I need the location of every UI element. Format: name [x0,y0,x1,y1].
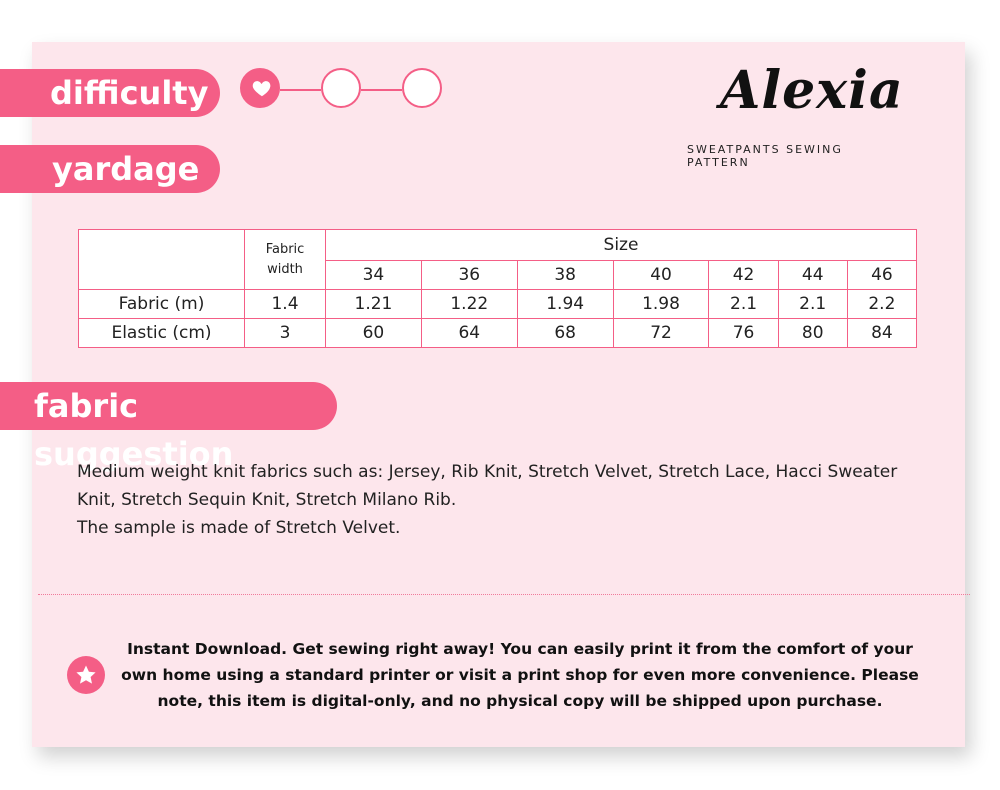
value-cell: 76 [709,319,778,348]
size-cell: 46 [847,261,916,290]
logo-subtitle: SWEATPANTS SEWING PATTERN [687,143,843,169]
table-row [79,319,917,348]
value-cell: 64 [421,319,517,348]
dotted-divider [38,594,970,595]
row-label: Elastic (cm) [79,319,245,348]
size-cell: 34 [326,261,422,290]
value-cell: 68 [517,319,613,348]
size-cell: 42 [709,261,778,290]
table-corner-cell [79,230,245,290]
rating-connector [280,89,321,91]
rating-connector [361,89,402,91]
size-cell: 38 [517,261,613,290]
value-cell: 72 [613,319,709,348]
rating-dot-filled [240,68,280,108]
download-note: Instant Download. Get sewing right away! You can easily print it from the comfort of your own home using a standard printer or visit a print shop for even more convenience. Please note, this item is digital-only, and no physical copy will be shipped upon purchase. [121,640,919,710]
value-cell: 1.21 [326,290,422,319]
value-cell: 1.94 [517,290,613,319]
rating-dot-empty [321,68,361,108]
size-cell: 36 [421,261,517,290]
rating-dot-empty [402,68,442,108]
suggestion-line: The sample is made of Stretch Velvet. [77,518,401,538]
value-cell: 84 [847,319,916,348]
heart-icon [251,77,273,99]
yardage-table [78,229,917,348]
fabric-width-header: Fabric width [245,230,326,290]
brand-logo [687,60,910,169]
suggestion-line: Medium weight knit fabrics such as: Jersey, Rib Knit, Stretch Velvet, Stretch Lace, Hacci Sweater Knit, Stretch Sequin Knit, Stretch Milano Rib. [77,462,898,510]
fabric-width-cell: 1.4 [245,290,326,319]
value-cell: 1.98 [613,290,709,319]
size-header: Size [326,230,917,261]
value-cell: 60 [326,319,422,348]
star-badge [67,656,105,694]
value-cell: 1.22 [421,290,517,319]
value-cell: 2.2 [847,290,916,319]
row-label: Fabric (m) [79,290,245,319]
value-cell: 2.1 [709,290,778,319]
value-cell: 2.1 [778,290,847,319]
logo-script: Alexia [720,60,904,121]
size-cell: 40 [613,261,709,290]
value-cell: 80 [778,319,847,348]
fabric-width-cell: 3 [245,319,326,348]
fabric-suggestion-text [77,458,917,542]
table-row [79,290,917,319]
star-icon [74,663,98,687]
size-cell: 44 [778,261,847,290]
difficulty-tab: difficulty [0,69,220,117]
difficulty-rating [240,68,442,112]
yardage-tab: yardage [0,145,220,193]
fabric-suggestion-tab: fabric suggestion [0,382,337,430]
